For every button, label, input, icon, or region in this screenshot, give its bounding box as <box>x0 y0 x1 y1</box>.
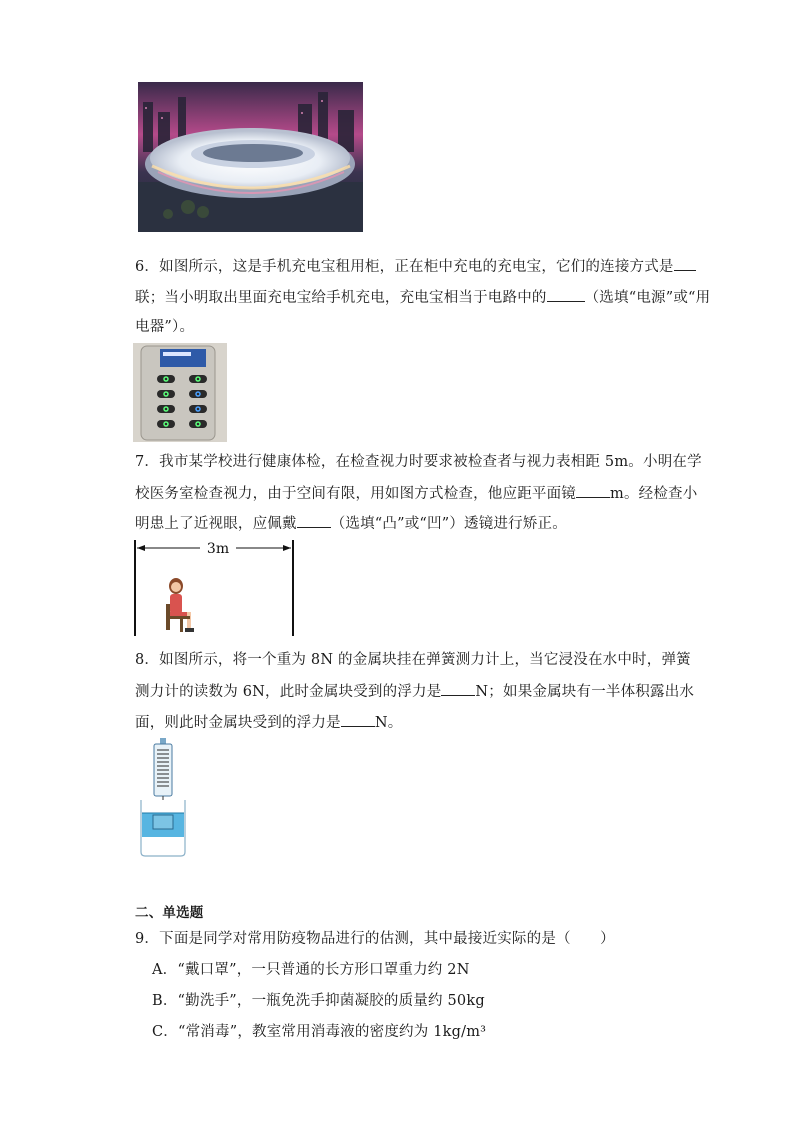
q7-line-1: 7．我市某学校进行健康体检，在检查视力时要求被检查者与视力表相距 5m。小明在学 <box>135 454 702 470</box>
q6-line-1: 6．如图所示，这是手机充电宝租用柜，正在柜中充电的充电宝，它们的连接方式是 <box>135 256 696 277</box>
q6-blank-1[interactable] <box>674 256 696 271</box>
q7-line-3: 明患上了近视眼，应佩戴 （选填“凸”或“凹”）透镜进行矫正。 <box>135 513 567 534</box>
q8-blank-2[interactable] <box>341 712 375 727</box>
q7-blank-2[interactable] <box>297 513 331 528</box>
q7-blank-1[interactable] <box>576 483 610 498</box>
q7-line-2: 校医务室检查视力，由于空间有限，用如图方式检查，他应距平面镜 m。经检查小 <box>135 483 697 504</box>
section-title: 二、单选题 <box>135 905 204 921</box>
q9-option-a[interactable]: A．“戴口罩”，一只普通的长方形口罩重力约 2N <box>152 962 470 978</box>
q9-option-b[interactable]: B．“勤洗手”，一瓶免洗手抑菌凝胶的质量约 50kg <box>152 993 485 1009</box>
seated-girl-figure <box>166 578 194 632</box>
q9-stem: 9．下面是同学对常用防疫物品进行的估测，其中最接近实际的是（ ） <box>135 931 615 947</box>
q8-line-3: 面，则此时金属块受到的浮力是 N。 <box>135 712 402 733</box>
q8-line-2: 测力计的读数为 6N，此时金属块受到的浮力是 N；如果金属块有一半体积露出水 <box>135 681 694 702</box>
q6-line-2: 联；当小明取出里面充电宝给手机充电，充电宝相当于电路中的 （选填“电源”或“用 <box>135 287 710 308</box>
q6-blank-2[interactable] <box>547 287 585 302</box>
eye-test-figure <box>130 538 300 638</box>
stadium-photo <box>138 82 363 232</box>
q8-line-1: 8．如图所示，将一个重为 8N 的金属块挂在弹簧测力计上，当它浸没在水中时，弹簧 <box>135 652 691 668</box>
q6-line-3: 电器”）。 <box>135 319 195 335</box>
q8-blank-1[interactable] <box>441 681 475 696</box>
q9-option-c[interactable]: C．“常消毒”，教室常用消毒液的密度约为 1kg/m³ <box>152 1024 487 1040</box>
power-bank-cabinet-photo <box>133 343 227 442</box>
spring-scale-beaker-figure <box>138 738 188 860</box>
distance-label: 3m <box>206 541 230 557</box>
